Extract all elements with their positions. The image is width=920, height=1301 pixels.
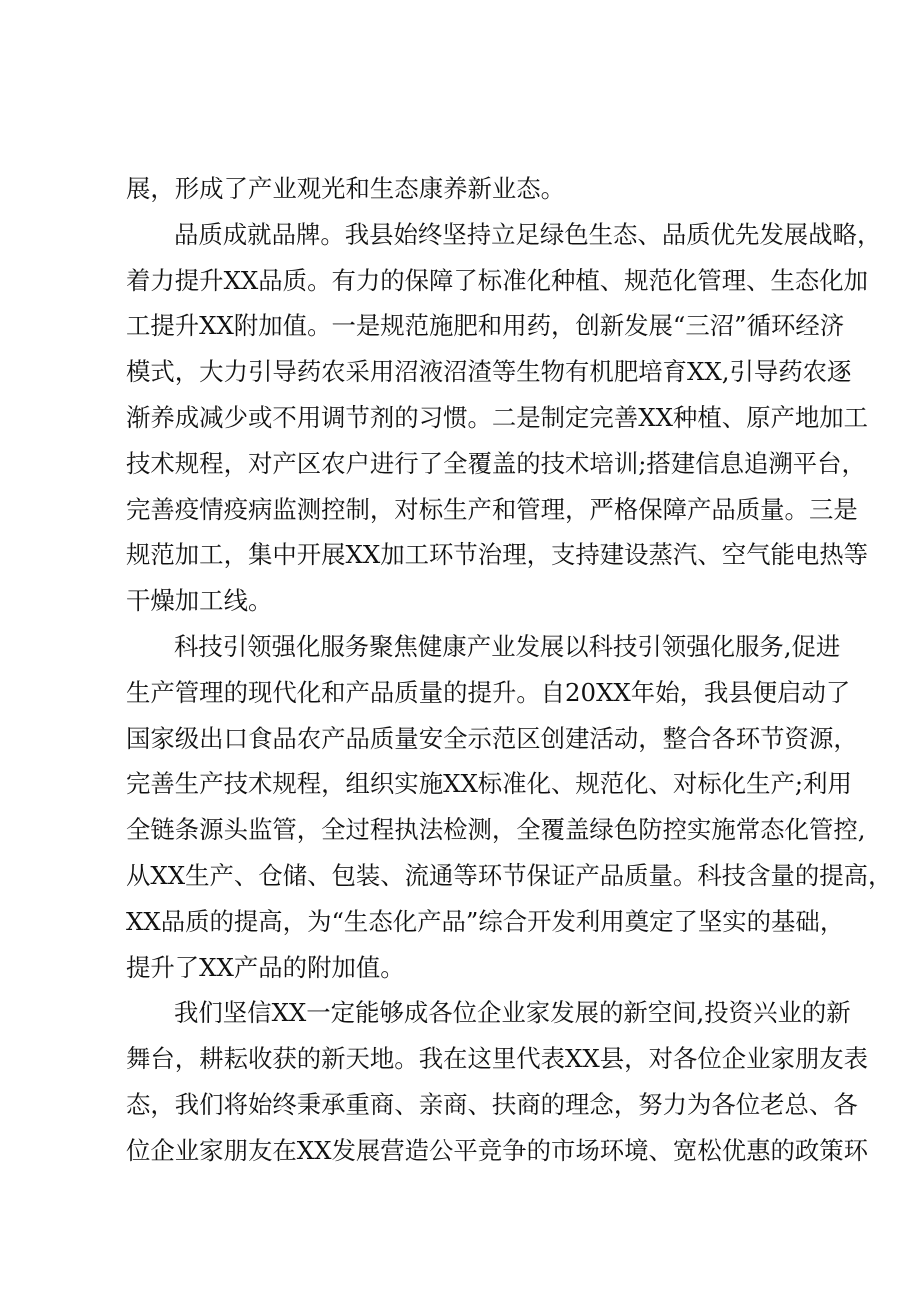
body-text — [126, 166, 893, 1174]
text-line: 全链条源头监管，全过程执法检测，全覆盖绿色防控实施常态化管控, — [126, 815, 866, 845]
text-line: 技术规程，对产区农户进行了全覆盖的技术培训;搭建信息追溯平台， — [126, 448, 866, 478]
text-line: 完善疫情疫病监测控制，对标生产和管理，严格保障产品质量。三是 — [126, 494, 858, 524]
text-line: XX品质的提高，为“生态化产品”综合开发利用奠定了坚实的基础， — [126, 906, 845, 936]
text-line: 国家级出口食品农产品质量安全示范区创建活动，整合各环节资源， — [126, 723, 858, 753]
text-line: 我们坚信XX一定能够成各位企业家发展的新空间,投资兴业的新 — [174, 998, 851, 1028]
text-line: 规范加工，集中开展XX加工环节治理，支持建设蒸汽、空气能电热等 — [126, 540, 869, 570]
text-line: 干燥加工线。 — [126, 586, 273, 616]
text-line: 态，我们将始终秉承重商、亲商、扶商的理念，努力为各位老总、各 — [126, 1089, 858, 1119]
paragraph-1 — [126, 166, 826, 212]
text-line: 模式，大力引导药农采用沼液沼渣等生物有机肥培育XX,引导药农逐 — [126, 357, 852, 387]
text-line: 位企业家朋友在XX发展营造公平竞争的市场环境、宽松优惠的政策环 — [126, 1135, 869, 1165]
text-line: 着力提升XX品质。有力的保障了标准化种植、规范化管理、生态化加 — [126, 265, 869, 295]
text-line: 从XX生产、仓储、包装、流通等环节保证产品质量。科技含量的提高， — [126, 860, 893, 890]
text-line: 提升了XX产品的附加值。 — [126, 952, 405, 982]
text-line: 完善生产技术规程，组织实施XX标准化、规范化、对标化生产;利用 — [126, 769, 852, 799]
text-line: 展，形成了产业观光和生态康养新业态。 — [126, 174, 566, 203]
text-line: 生产管理的现代化和产品质量的提升。自20XX年始，我县便启动了 — [126, 677, 851, 707]
paragraph-3 — [126, 624, 893, 990]
paragraph-2 — [126, 212, 882, 624]
text-line: 舞台，耕耘收获的新天地。我在这里代表XX县，对各位企业家朋友表 — [126, 1044, 869, 1074]
text-line: 工提升XX附加值。一是规范施肥和用药，创新发展“三沼”循环经济 — [126, 311, 845, 341]
text-line: 渐养成减少或不用调节剂的习惯。二是制定完善XX种植、原产地加工 — [126, 402, 869, 432]
paragraph-4 — [126, 990, 869, 1173]
text-line: 品质成就品牌。我县始终坚持立足绿色生态、品质优先发展战略， — [174, 219, 882, 249]
text-line: 科技引领强化服务聚焦健康产业发展以科技引领强化服务,促进 — [174, 631, 841, 661]
